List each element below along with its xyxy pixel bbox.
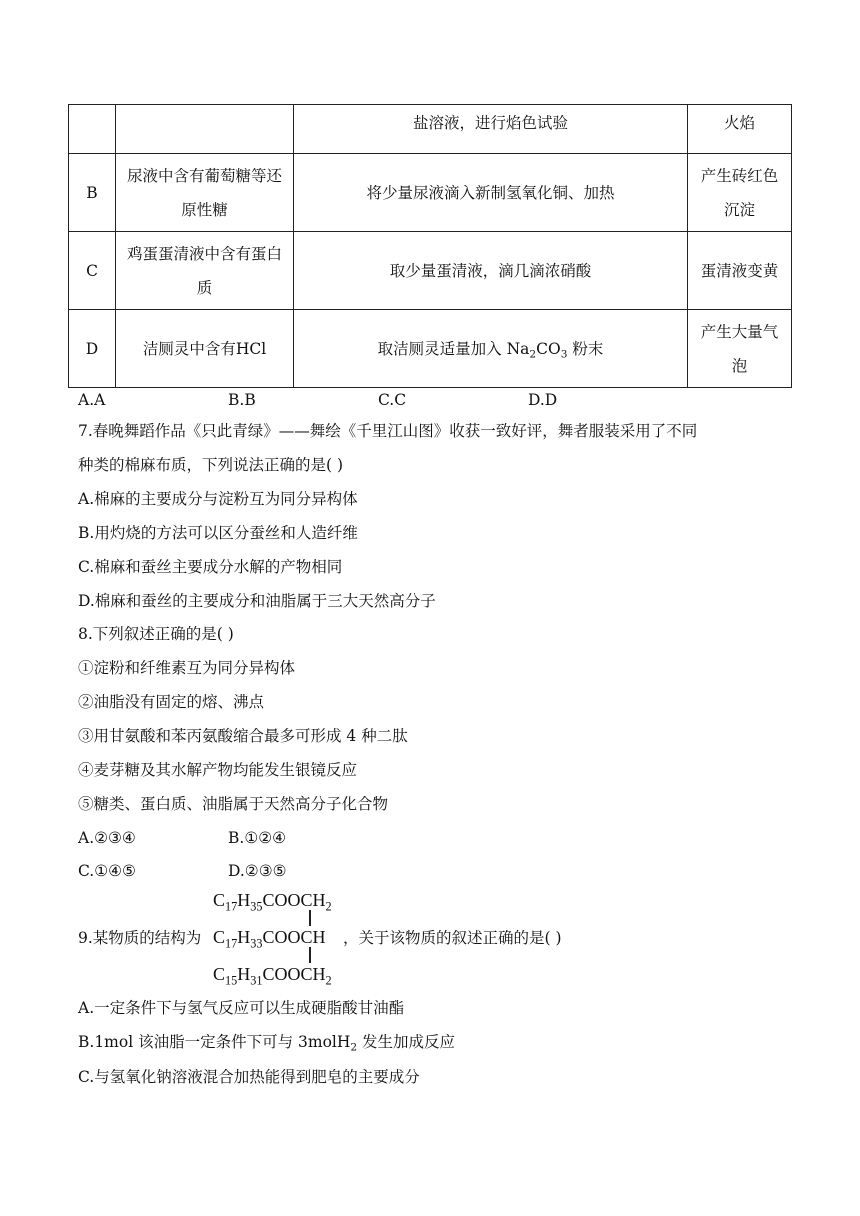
q8-stem: 8.下列叙述正确的是( ) (78, 625, 234, 643)
q7-option-c: C.棉麻和蚕丝主要成分水解的产物相同 (78, 558, 343, 576)
bond-line (309, 947, 311, 963)
table-cell: 蛋清液变黄 (688, 232, 792, 310)
table-cell: 取少量蛋清液，滴几滴浓硝酸 (294, 232, 688, 310)
q9-option-b: B.1mol 该油脂一定条件下可与 3molH$_2$ 发生加成反应 (78, 1033, 456, 1054)
table-cell: 尿液中含有葡萄糖等还原性糖 (116, 154, 294, 232)
q7-stem-line2: 种类的棉麻布质，下列说法正确的是( ) (78, 456, 344, 474)
cell-text: CO (536, 339, 561, 358)
option-c: C.C (378, 391, 407, 409)
q9-option-c: C.与氢氧化钠溶液混合加热能得到肥皂的主要成分 (78, 1068, 420, 1086)
table-cell: 洁厕灵中含有HCl (116, 310, 294, 388)
q8-statement-2: ②油脂没有固定的熔、沸点 (78, 693, 265, 711)
q9-stem-prefix: 9.某物质的结构为 (78, 929, 202, 947)
q8-statement-3: ③用甘氨酸和苯丙氨酸缩合最多可形成 4 种二肽 (78, 727, 408, 745)
formula-line-2: $C_{17}H_{33}COOCH$ (213, 927, 326, 951)
table-cell: 鸡蛋蛋清液中含有蛋白质 (116, 232, 294, 310)
q8-option-d: D.②③⑤ (228, 862, 287, 880)
table-cell: 盐溶液，进行焰色试验 (294, 105, 688, 154)
formula-line-1: $C_{17}H_{35}COOCH_2$ (213, 890, 332, 914)
table-cell: C (69, 232, 116, 310)
q9-stem-suffix: ，关于该物质的叙述正确的是( ) (343, 929, 562, 947)
q8-option-a: A.②③④ (78, 829, 136, 847)
table-cell: 将少量尿液滴入新制氢氧化铜、加热 (294, 154, 688, 232)
table-row (69, 154, 792, 232)
table-cell (294, 310, 688, 388)
table-cell (116, 105, 294, 154)
option-b: B.B (228, 391, 256, 409)
q8-statement-4: ④麦芽糖及其水解产物均能发生银镜反应 (78, 761, 358, 779)
table-cell: 产生砖红色沉淀 (688, 154, 792, 232)
q7-option-d: D.棉麻和蚕丝的主要成分和油脂属于三大天然高分子 (78, 592, 436, 610)
table-cell: 火焰 (688, 105, 792, 154)
table-cell (69, 105, 116, 154)
table-row (69, 105, 792, 154)
option-a: A.A (78, 391, 106, 409)
q8-option-c: C.①④⑤ (78, 862, 136, 880)
option-d: D.D (528, 391, 558, 409)
q8-statement-5: ⑤糖类、蛋白质、油脂属于天然高分子化合物 (78, 795, 389, 813)
q7-stem-line1: 7.春晚舞蹈作品《只此青绿》——舞绘《千里江山图》收获一致好评，舞者服装采用了不同 (78, 422, 698, 440)
formula-line-3: $C_{15}H_{31}COOCH_2$ (213, 964, 332, 988)
q7-option-b: B.用灼烧的方法可以区分蚕丝和人造纤维 (78, 524, 358, 542)
table-cell: 产生大量气泡 (688, 310, 792, 388)
q8-statement-1: ①淀粉和纤维素互为同分异构体 (78, 659, 296, 677)
subscript: 2 (529, 348, 537, 361)
cell-text: 粉末 (567, 339, 604, 358)
table-cell: B (69, 154, 116, 232)
cell-text: 取洁厕灵适量加入 Na (377, 339, 530, 358)
table-row (69, 232, 792, 310)
q7-option-a: A.棉麻的主要成分与淀粉互为同分异构体 (78, 490, 358, 508)
table-row (69, 310, 792, 388)
q9-option-a: A.一定条件下与氢气反应可以生成硬脂酸甘油酯 (78, 999, 405, 1017)
table-cell: D (69, 310, 116, 388)
bond-line (309, 910, 311, 926)
q8-option-b: B.①②④ (228, 829, 287, 847)
experiment-table (68, 104, 792, 388)
subscript: 3 (560, 348, 568, 361)
